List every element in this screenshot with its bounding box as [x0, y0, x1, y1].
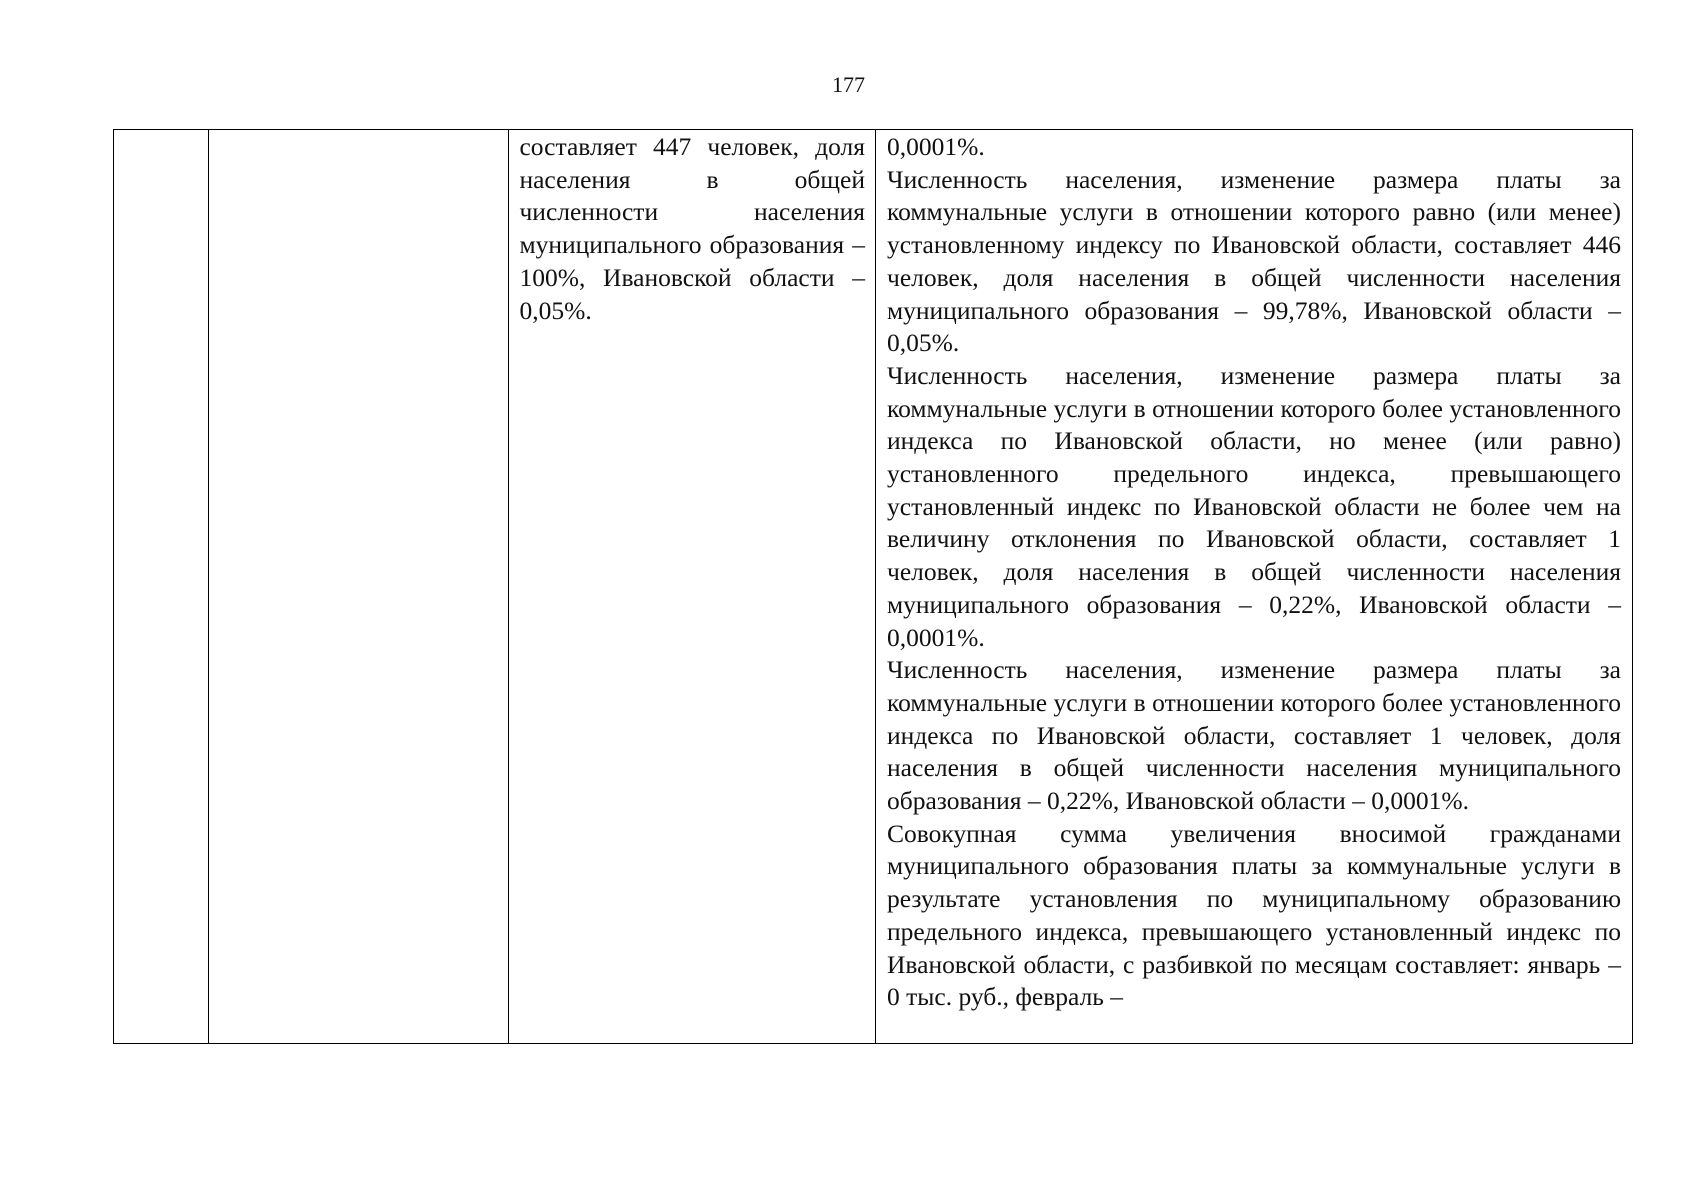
col4-paragraph-5: Совокупная сумма увеличения вносимой гражданами муниципального образования платы за коммунальные услуги в результате установления по муниципальному образованию предельного индекса, превышающего установленный индекс по Ивановской области, с разбивкой по месяцам составляет: январь – 0 тыс. руб., февраль – — [887, 818, 1621, 1012]
table-cell-col4 — [876, 130, 1632, 1043]
col3-paragraph-1: составляет 447 человек, доля населения в общей численности населения муниципального образования – 100%, Ивановской области – 0,05%. — [519, 132, 865, 325]
col4-paragraph-1: 0,0001%. — [887, 132, 985, 161]
col4-paragraph-2: Численность населения, изменение размера платы за коммунальные услуги в отношении которого равно (или менее) установленному индексу по Ивановской области, составляет 446 человек, доля населения в общей численности населения муниципального образования – 99,78%, Ивановской области – 0,05%. — [887, 164, 1621, 358]
page-number: 177 — [832, 72, 865, 97]
table-cell-col3 — [509, 130, 876, 1043]
table-cell-col2 — [209, 130, 510, 1043]
col4-paragraph-3: Численность населения, изменение размера платы за коммунальные услуги в отношении которого более установленного индекса по Ивановской области, но менее (или равно) установленного предельного индекса, превышающего установленный индекс по Ивановской области не более чем на величину отклонения по Ивановской области, составляет 1 человек, доля населения в общей численности населения муниципального образования – 0,22%, Ивановской области – 0,0001%. — [887, 360, 1621, 652]
document-table — [113, 129, 1633, 1044]
col4-paragraph-4: Численность населения, изменение размера платы за коммунальные услуги в отношении которого более установленного индекса по Ивановской области, составляет 1 человек, доля населения в общей численности населения муниципального образования – 0,22%, Ивановской области – 0,0001%. — [887, 655, 1621, 816]
table-cell-col1 — [114, 130, 209, 1043]
